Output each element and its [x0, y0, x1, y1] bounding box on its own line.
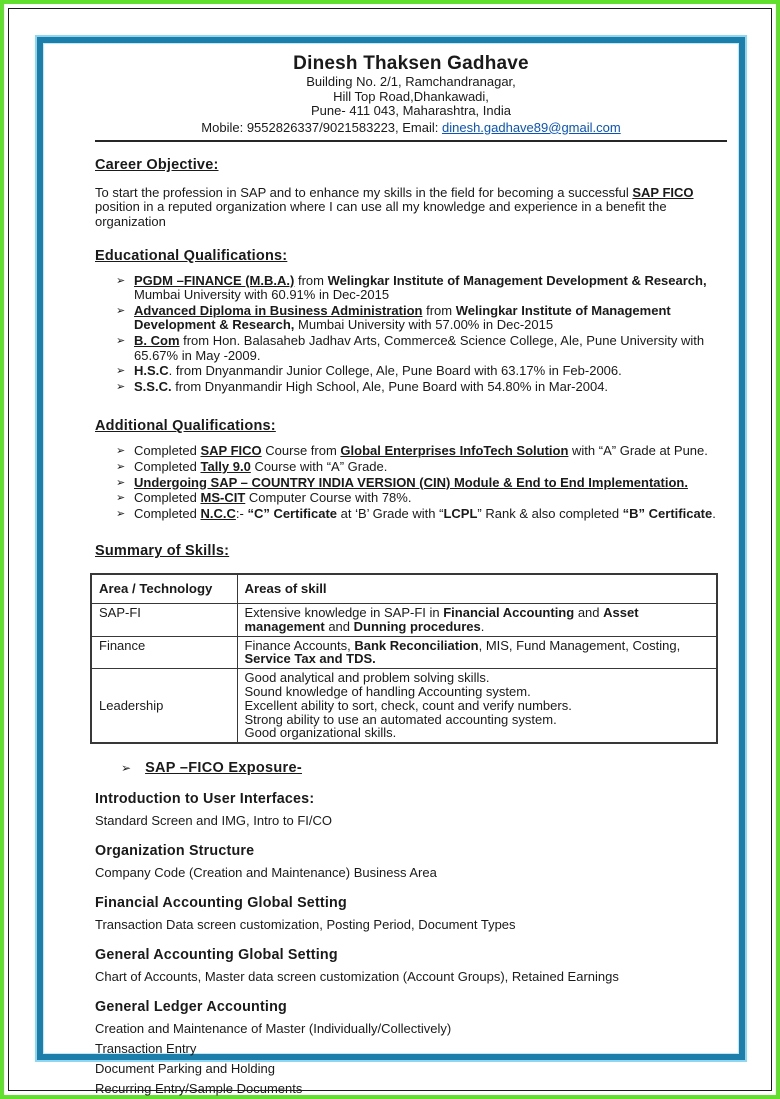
exposure-heading — [121, 760, 723, 776]
text-run: Completed — [134, 443, 201, 459]
text-run: PGDM –FINANCE (M.B.A.) — [134, 272, 295, 288]
text-run: LCPL — [443, 505, 478, 521]
text-run: Computer Course with 78%. — [245, 490, 412, 506]
table-row — [91, 669, 717, 743]
text-run: Dunning procedures — [353, 618, 481, 634]
text-run: from — [422, 302, 456, 318]
address-line-1: Building No. 2/1, Ramchandranagar, — [306, 74, 516, 89]
contact-line — [95, 120, 727, 135]
leadership-line: Excellent ability to sort, check, count and verify numbers. — [244, 697, 572, 713]
text-run: Course from — [261, 443, 341, 459]
text-run: Completed — [134, 505, 201, 521]
table-cell-area: Finance — [91, 636, 237, 669]
section-heading-career-objective: Career Objective: — [95, 156, 219, 173]
table-cell-area: Leadership — [91, 669, 237, 743]
table-cell-detail — [237, 604, 717, 637]
topic-heading: Organization Structure — [95, 843, 255, 860]
additional-item — [116, 507, 716, 522]
text-run: “B” Certificate — [622, 505, 713, 521]
text-run: N.C.C — [200, 505, 236, 521]
topic-heading: General Ledger Accounting — [95, 999, 287, 1016]
resume-header — [95, 53, 727, 135]
topic-line: Transaction Entry — [95, 1041, 197, 1057]
topic-heading: Financial Accounting Global Setting — [95, 895, 347, 912]
text-run: from Dnyanmandir High School, Ale, Pune Board with 54.80% in Mar-2004. — [171, 378, 609, 394]
text-run: Mumbai University with 60.91% in Dec-2015 — [134, 287, 390, 303]
arrow-bullet-icon: ➢ — [116, 476, 126, 489]
text-run: :- — [235, 505, 248, 521]
email-link[interactable]: dinesh.gadhave89@gmail.com — [441, 119, 621, 135]
education-item-text — [134, 379, 608, 394]
text-run: Finance Accounts, — [244, 637, 355, 653]
additional-item-text — [134, 475, 688, 490]
additional-item-text — [134, 459, 387, 474]
arrow-bullet-icon: ➢ — [116, 492, 126, 505]
education-item-text — [134, 363, 622, 378]
text-run: with “A” Grade at Pune. — [568, 443, 708, 459]
additional-item — [116, 460, 716, 475]
additional-item-text — [134, 443, 708, 458]
topic-line: Creation and Maintenance of Master (Individually/Collectively) — [95, 1021, 452, 1037]
text-run: Global Enterprises InfoTech Solution — [340, 443, 569, 459]
topic-line: Document Parking and Holding — [95, 1061, 275, 1077]
text-run: and — [324, 618, 354, 634]
topic-line: Chart of Accounts, Master data screen customization (Account Groups), Retained Earnings — [95, 969, 619, 985]
table-header-skill: Areas of skill — [237, 574, 717, 603]
text-run: Tally 9.0 — [200, 458, 251, 474]
education-item — [116, 380, 716, 395]
text-run: position in a reputed organization where I can use all my knowledge and experience in a benefit the organization — [95, 199, 667, 229]
text-run: S.S.C. — [134, 378, 172, 394]
text-run: SAP FICO — [200, 443, 262, 459]
education-item-text — [134, 303, 671, 333]
leadership-line: Sound knowledge of handling Accounting system. — [244, 684, 531, 700]
text-run: , MIS, Fund Management, Costing, — [478, 637, 681, 653]
table-header-area: Area / Technology — [91, 574, 237, 603]
text-run: . — [712, 505, 716, 521]
arrow-bullet-icon: ➢ — [121, 761, 132, 776]
additional-item — [116, 476, 716, 491]
additional-item — [116, 444, 716, 459]
additional-item-text — [134, 490, 411, 505]
additional-item-text — [134, 506, 716, 521]
education-item-text — [134, 273, 707, 303]
objective-paragraph — [95, 186, 721, 230]
text-run: . — [480, 618, 485, 634]
leadership-line: Strong ability to use an automated accounting system. — [244, 711, 557, 727]
address-line-2: Hill Top Road,Dhankawadi, — [333, 88, 489, 104]
address-line-3: Pune- 411 043, Maharashtra, India — [311, 103, 511, 119]
resume-content-frame — [37, 37, 745, 1097]
text-run: and — [574, 605, 604, 621]
education-item — [116, 364, 716, 379]
text-run: Financial Accounting — [443, 605, 575, 621]
text-run: MS-CIT — [200, 490, 246, 506]
arrow-bullet-icon: ➢ — [116, 507, 126, 520]
topic-heading: General Accounting Global Setting — [95, 947, 338, 964]
table-cell-detail — [237, 636, 717, 669]
section-heading-additional: Additional Qualifications: — [95, 418, 276, 435]
text-run: . from Dnyanmandir Junior College, Ale, Pune Board with 63.17% in Feb-2006. — [168, 363, 622, 379]
arrow-bullet-icon: ➢ — [116, 445, 126, 458]
additional-item — [116, 491, 716, 506]
text-run: Asset management — [244, 605, 639, 634]
text-run: Service Tax and TDS. — [244, 651, 376, 667]
arrow-bullet-icon: ➢ — [116, 365, 126, 378]
section-heading-education: Educational Qualifications: — [95, 247, 288, 264]
leadership-line: Good analytical and problem solving skills. — [244, 670, 490, 686]
education-item — [116, 334, 716, 363]
text-run: Completed — [134, 490, 201, 506]
topic-line: Company Code (Creation and Maintenance) Business Area — [95, 865, 437, 881]
text-run: Welingkar Institute of Management Development & Research, — [134, 302, 671, 333]
section-heading-skills: Summary of Skills: — [95, 543, 230, 560]
text-run: Mumbai University with 57.00% in Dec-2015 — [294, 317, 554, 333]
text-run: ” Rank & also completed — [477, 505, 623, 521]
text-run: from Hon. Balasaheb Jadhav Arts, Commerce& Science College, Ale, Pune University with 65.67% in May -2009. — [134, 332, 705, 363]
topic-line: Transaction Data screen customization, Posting Period, Document Types — [95, 917, 516, 933]
arrow-bullet-icon: ➢ — [116, 380, 126, 393]
text-run: B. Com — [134, 332, 180, 348]
table-cell-area: SAP-FI — [91, 604, 237, 637]
text-run: Completed — [134, 458, 201, 474]
topic-heading: Introduction to User Interfaces: — [95, 791, 315, 808]
text-run: Bank Reconciliation — [354, 637, 479, 653]
additional-qualifications-list — [95, 444, 716, 521]
arrow-bullet-icon: ➢ — [116, 274, 126, 287]
arrow-bullet-icon: ➢ — [116, 304, 126, 317]
text-run: SAP FICO — [632, 184, 694, 200]
text-run: at ‘B’ Grade with “ — [337, 505, 444, 521]
topic-line: Standard Screen and IMG, Intro to FI/CO — [95, 813, 332, 829]
education-list — [95, 274, 716, 395]
table-cell-detail — [237, 669, 717, 743]
topic-line: Recurring Entry/Sample Documents — [95, 1081, 303, 1097]
arrow-bullet-icon: ➢ — [116, 334, 126, 347]
text-run: “C” Certificate — [247, 505, 338, 521]
header-divider-rule — [95, 140, 727, 142]
contact-prefix: Mobile: 9552826337/9021583223, Email: — [201, 119, 442, 135]
candidate-name: Dinesh Thaksen Gadhave — [293, 53, 529, 74]
text-run: Undergoing SAP – COUNTRY INDIA VERSION (CIN) Module & End to End Implementation. — [134, 474, 688, 490]
text-run: H.S.C — [134, 363, 169, 379]
education-item — [116, 274, 716, 303]
leadership-line: Good organizational skills. — [244, 725, 397, 741]
table-row — [91, 604, 717, 637]
skills-table-header-row — [91, 574, 717, 603]
text-run: Welingkar Institute of Management Development & Research, — [327, 272, 707, 288]
text-run: Advanced Diploma in Business Administration — [134, 302, 423, 318]
text-run: Extensive knowledge in SAP-FI in — [244, 605, 444, 621]
education-item — [116, 304, 716, 333]
arrow-bullet-icon: ➢ — [116, 460, 126, 473]
text-run: from — [294, 272, 328, 288]
text-run: Course with “A” Grade. — [250, 458, 388, 474]
text-run: To start the profession in SAP and to enhance my skills in the field for becoming a successful — [95, 184, 633, 200]
exposure-title: SAP –FICO Exposure- — [145, 760, 302, 777]
skills-table — [90, 573, 718, 744]
table-row — [91, 636, 717, 669]
education-item-text — [134, 333, 704, 363]
